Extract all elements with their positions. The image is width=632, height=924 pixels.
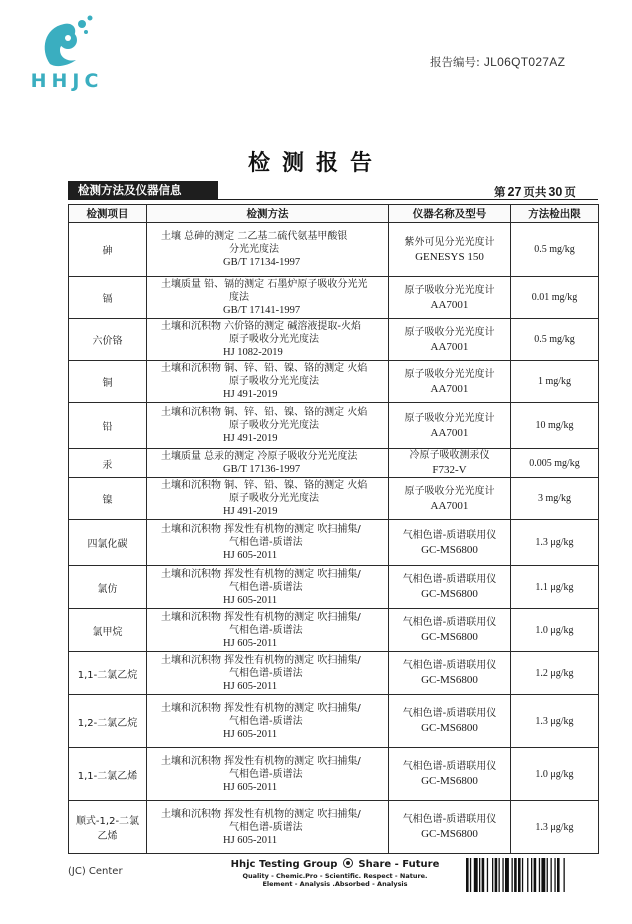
method-line: 土壤和沉积物 挥发性有机物的测定 吹扫捕集/ <box>161 755 361 767</box>
method-line: 土壤和沉积物 铜、锌、铅、镍、铬的测定 火焰 <box>161 407 368 418</box>
page-prefix: 第 <box>494 185 506 199</box>
item-cell: 汞 <box>69 449 147 478</box>
section-title: 检测方法及仪器信息 <box>68 181 218 200</box>
method-line: 土壤和沉积物 挥发性有机物的测定 吹扫捕集/ <box>161 524 361 535</box>
method-line: 土壤和沉积物 六价铬的测定 碱溶液提取-火焰 <box>161 321 361 332</box>
limit-cell: 1 mg/kg <box>511 361 599 403</box>
instrument-cell <box>389 566 511 609</box>
page-current: 27 <box>507 185 522 199</box>
method-cell <box>147 801 389 854</box>
method-cell <box>147 403 389 449</box>
limit-cell: 0.005 mg/kg <box>511 449 599 478</box>
header-item: 检测项目 <box>69 205 147 223</box>
group-name: Hhjc Testing Group <box>230 859 338 870</box>
instrument-model: AA7001 <box>430 340 469 353</box>
method-line: 土壤质量 总汞的测定 冷原子吸收分光光度法 <box>161 451 358 462</box>
method-cell <box>147 361 389 403</box>
item-cell: 铜 <box>69 361 147 403</box>
method-line: 土壤和沉积物 挥发性有机物的测定 吹扫捕集/ <box>161 568 361 580</box>
group-tagline: Share - Future <box>358 859 440 870</box>
method-cell <box>147 478 389 520</box>
method-cell <box>147 277 389 319</box>
standard-code: HJ 605-2011 <box>223 680 278 692</box>
page-title: 检测报告 <box>247 150 384 176</box>
footer-group <box>230 858 440 888</box>
table-row <box>69 801 599 854</box>
instrument-model: GC-MS6800 <box>421 722 478 734</box>
standard-code: GB/T 17141-1997 <box>223 305 301 316</box>
item-cell: 四氯化碳 <box>69 520 147 566</box>
page-mid: 页共 <box>523 185 547 199</box>
instrument-cell <box>389 319 511 361</box>
method-cell <box>147 449 389 478</box>
seal-icon <box>343 858 353 868</box>
table-row <box>69 361 599 403</box>
methods-table <box>68 204 599 854</box>
instrument-name: 冷原子吸收测汞仪 <box>409 450 490 461</box>
limit-cell: 1.2 μg/kg <box>511 652 599 695</box>
instrument-name: 气相色谱-质谱联用仪 <box>402 660 497 671</box>
report-number-value: JL06QT027AZ <box>483 55 566 69</box>
instrument-model: GC-MS6800 <box>421 631 478 643</box>
method-line: 气相色谱-质谱法 <box>229 624 303 636</box>
footer-motto-2: Element - Analysis .Absorbed - Analysis <box>262 880 408 888</box>
table-row <box>69 478 599 520</box>
method-line: 原子吸收分光光度法 <box>229 493 319 504</box>
method-line: 土壤和沉积物 铜、锌、铅、镍、铬的测定 火焰 <box>161 363 368 374</box>
instrument-model: AA7001 <box>430 298 469 311</box>
method-line: 气相色谱-质谱法 <box>229 537 303 548</box>
method-line: 土壤 总砷的测定 二乙基二硫代氨基甲酸银 <box>161 231 348 242</box>
standard-code: HJ 491-2019 <box>223 433 278 444</box>
limit-cell: 3 mg/kg <box>511 478 599 520</box>
limit-cell: 0.5 mg/kg <box>511 319 599 361</box>
header-instrument: 仪器名称及型号 <box>389 205 511 223</box>
standard-code: HJ 491-2019 <box>223 389 278 400</box>
item-cell: 镉 <box>69 277 147 319</box>
footer-motto-1: Quality - Chemic.Pro - Scientific. Respect - Nature. <box>242 872 428 880</box>
table-row <box>69 403 599 449</box>
instrument-name: 紫外可见分光光度计 <box>404 236 495 248</box>
instrument-cell <box>389 652 511 695</box>
standard-code: HJ 1082-2019 <box>223 347 283 358</box>
item-cell: 1,1-二氯乙烯 <box>69 748 147 801</box>
method-cell <box>147 609 389 652</box>
method-cell <box>147 566 389 609</box>
page-suffix: 页 <box>564 185 576 199</box>
instrument-name: 气相色谱-质谱联用仪 <box>402 708 497 719</box>
instrument-name: 气相色谱-质谱联用仪 <box>402 617 497 628</box>
item-cell: 顺式-1,2-二氯乙烯 <box>69 801 147 854</box>
table-row <box>69 695 599 748</box>
limit-cell: 0.5 mg/kg <box>511 223 599 277</box>
method-cell <box>147 695 389 748</box>
method-line: 分光光度法 <box>229 244 279 255</box>
limit-cell: 10 mg/kg <box>511 403 599 449</box>
item-cell: 1,2-二氯乙烷 <box>69 695 147 748</box>
instrument-cell <box>389 449 511 478</box>
method-line: 土壤和沉积物 挥发性有机物的测定 吹扫捕集/ <box>161 808 361 820</box>
standard-code: GB/T 17136-1997 <box>223 464 301 475</box>
instrument-cell <box>389 748 511 801</box>
instrument-name: 原子吸收分光光度计 <box>404 284 495 296</box>
instrument-name: 原子吸收分光光度计 <box>404 412 495 424</box>
instrument-cell <box>389 223 511 277</box>
table-row <box>69 319 599 361</box>
method-line: 土壤和沉积物 挥发性有机物的测定 吹扫捕集/ <box>161 654 361 666</box>
limit-cell: 1.3 μg/kg <box>511 801 599 854</box>
method-line: 气相色谱-质谱法 <box>229 821 303 833</box>
method-line: 原子吸收分光光度法 <box>229 334 319 345</box>
method-cell <box>147 652 389 695</box>
limit-cell: 1.3 μg/kg <box>511 695 599 748</box>
method-line: 土壤和沉积物 铜、锌、铅、镍、铬的测定 火焰 <box>161 480 368 491</box>
standard-code: HJ 605-2011 <box>223 834 278 846</box>
limit-cell: 1.0 μg/kg <box>511 609 599 652</box>
instrument-model: GC-MS6800 <box>421 828 478 840</box>
instrument-name: 气相色谱-质谱联用仪 <box>402 814 497 825</box>
instrument-cell <box>389 520 511 566</box>
method-line: 原子吸收分光光度法 <box>229 376 319 387</box>
standard-code: HJ 605-2011 <box>223 594 278 606</box>
method-cell <box>147 520 389 566</box>
method-cell <box>147 319 389 361</box>
instrument-model: GC-MS6800 <box>421 674 478 686</box>
item-cell: 氯仿 <box>69 566 147 609</box>
instrument-model: GC-MS6800 <box>421 775 478 787</box>
item-cell: 六价铬 <box>69 319 147 361</box>
instrument-model: AA7001 <box>430 426 469 439</box>
table-row <box>69 277 599 319</box>
method-line: 气相色谱-质谱法 <box>229 667 303 679</box>
item-cell: 砷 <box>69 223 147 277</box>
instrument-cell <box>389 403 511 449</box>
standard-code: GB/T 17134-1997 <box>223 257 301 268</box>
method-line: 气相色谱-质谱法 <box>229 715 303 727</box>
instrument-cell <box>389 361 511 403</box>
footer-center-name: (JC) Center <box>68 866 123 877</box>
standard-code: HJ 605-2011 <box>223 637 278 649</box>
barcode-icon <box>466 858 598 892</box>
instrument-name: 气相色谱-质谱联用仪 <box>402 529 497 541</box>
method-cell <box>147 748 389 801</box>
page-total: 30 <box>548 185 563 199</box>
instrument-name: 气相色谱-质谱联用仪 <box>402 761 497 772</box>
page-indicator <box>494 184 576 200</box>
method-cell <box>147 223 389 277</box>
instrument-cell <box>389 695 511 748</box>
instrument-name: 原子吸收分光光度计 <box>404 368 495 380</box>
instrument-name: 气相色谱-质谱联用仪 <box>402 574 497 585</box>
table-row <box>69 449 599 478</box>
limit-cell: 1.0 μg/kg <box>511 748 599 801</box>
standard-code: HJ 605-2011 <box>223 550 278 561</box>
standard-code: HJ 491-2019 <box>223 506 278 517</box>
limit-cell: 0.01 mg/kg <box>511 277 599 319</box>
item-cell: 镍 <box>69 478 147 520</box>
instrument-cell <box>389 609 511 652</box>
method-line: 气相色谱-质谱法 <box>229 581 303 593</box>
instrument-cell <box>389 478 511 520</box>
hhjc-logo-icon <box>38 14 98 68</box>
table-row <box>69 652 599 695</box>
method-line: 气相色谱-质谱法 <box>229 768 303 780</box>
logo-text: HHJC <box>30 70 104 92</box>
table-row <box>69 520 599 566</box>
instrument-model: AA7001 <box>430 382 469 395</box>
table-row <box>69 566 599 609</box>
standard-code: HJ 605-2011 <box>223 781 278 793</box>
method-line: 度法 <box>229 292 249 303</box>
instrument-model: GC-MS6800 <box>421 588 478 600</box>
table-header-row <box>69 205 599 223</box>
instrument-name: 原子吸收分光光度计 <box>404 326 495 338</box>
instrument-model: F732-V <box>432 464 467 476</box>
report-number-label: 报告编号: <box>430 55 480 69</box>
instrument-model: GENESYS 150 <box>415 250 484 263</box>
limit-cell: 1.1 μg/kg <box>511 566 599 609</box>
item-cell: 铅 <box>69 403 147 449</box>
standard-code: HJ 605-2011 <box>223 728 278 740</box>
table-row <box>69 748 599 801</box>
limit-cell: 1.3 μg/kg <box>511 520 599 566</box>
instrument-cell <box>389 277 511 319</box>
method-line: 土壤质量 铅、镉的测定 石墨炉原子吸收分光光 <box>161 279 368 290</box>
header-method: 检测方法 <box>147 205 389 223</box>
item-cell: 1,1-二氯乙烷 <box>69 652 147 695</box>
instrument-model: GC-MS6800 <box>421 543 478 556</box>
instrument-cell <box>389 801 511 854</box>
instrument-model: AA7001 <box>430 499 469 512</box>
method-line: 原子吸收分光光度法 <box>229 420 319 431</box>
report-number <box>430 54 565 70</box>
header-limit: 方法检出限 <box>511 205 599 223</box>
instrument-name: 原子吸收分光光度计 <box>404 485 495 497</box>
method-line: 土壤和沉积物 挥发性有机物的测定 吹扫捕集/ <box>161 611 361 623</box>
method-line: 土壤和沉积物 挥发性有机物的测定 吹扫捕集/ <box>161 702 361 714</box>
company-logo <box>22 14 112 90</box>
table-row <box>69 609 599 652</box>
table-row <box>69 223 599 277</box>
item-cell: 氯甲烷 <box>69 609 147 652</box>
